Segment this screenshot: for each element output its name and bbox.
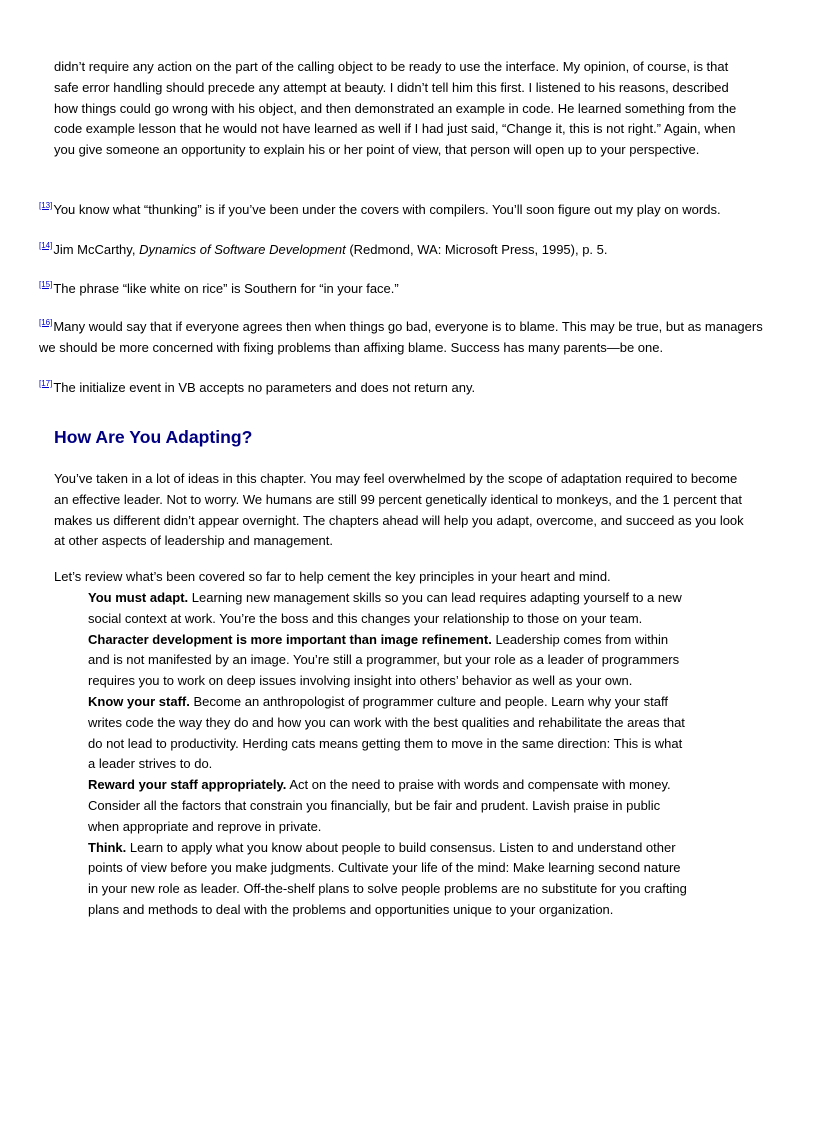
footnote-16	[39, 317, 779, 359]
principle-item	[88, 630, 688, 692]
section-intro-paragraph: You’ve taken in a lot of ideas in this chapter. You may feel overwhelmed by the scope of adaptation required to become an effective leader. Not to worry. We humans are still 99 percent genetically identical to monkeys, and the 1 percent that makes us different didn’t appear overnight. The chapters ahead will help you adapt, overcome, and succeed as you look at other aspects of leadership and management.	[54, 471, 744, 549]
principle-title: Reward your staff appropriately.	[88, 777, 287, 793]
footnote-13-text: You know what “thunking” is if you’ve been under the covers with compilers. You’ll soon figure out my play on words.	[53, 202, 721, 217]
principle-item	[88, 775, 688, 837]
footnote-14-text-after: (Redmond, WA: Microsoft Press, 1995), p. 5.	[345, 242, 608, 257]
footnote-14-text-before: Jim McCarthy,	[53, 242, 140, 257]
footnote-15-marker[interactable]: [15]	[39, 280, 53, 289]
principle-body: Learning new management skills so you can lead requires adapting yourself to a new social context at work. You’re the boss and this changes your relationship to those on your team.	[88, 590, 682, 626]
principle-body: Leadership comes from within and is not manifested by an image. You’re still a programmer, but your role as a leader of programmers requires you to work on deep issues involving insight into others’ behavior as well as your own.	[88, 631, 680, 689]
footnote-16-marker[interactable]: [16]	[39, 318, 53, 327]
principle-body: Become an anthropologist of programmer culture and people. Learn why your staff writes code the way they do and how you can work with the best qualities and rehabilitate the areas that do not lead to productivity. Herding cats means getting them to move in the same direction: This is what a leader strives to do.	[88, 693, 685, 772]
footnote-15	[39, 279, 779, 300]
footnote-15-text: The phrase “like white on rice” is Southern for “in your face.”	[53, 281, 399, 296]
principle-title: Think.	[88, 839, 127, 855]
footnote-17	[39, 378, 779, 399]
principle-title: Character development is more important than image refinement.	[88, 631, 492, 647]
principle-title: Know your staff.	[88, 693, 190, 709]
principle-item	[88, 588, 688, 630]
principles-list	[88, 588, 688, 921]
footnote-13-marker[interactable]: [13]	[39, 201, 53, 210]
principle-item	[88, 692, 688, 775]
principle-body: Act on the need to praise with words and compensate with money. Consider all the factors that constrain you financially, but be fair and prudent. Lavish praise in public when appropriate and reprove in private.	[88, 777, 671, 834]
principle-body: Learn to apply what you know about people to build consensus. Listen to and understand other points of view before you make judgments. Cultivate your life of the mind: Make learning second nature in your new role as leader. Off-the-shelf plans to solve people problems are no substitute for you crafting plans and methods to deal with the problems and opportunities unique to your organization.	[88, 839, 687, 917]
footnote-14-marker[interactable]: [14]	[39, 241, 53, 250]
footnote-17-marker[interactable]: [17]	[39, 379, 53, 388]
footnote-16-text: Many would say that if everyone agrees then when things go bad, everyone is to blame. This may be true, but as managers we should be more concerned with fixing problems than affixing blame. Success has many parents—be one.	[39, 319, 763, 355]
carryover-paragraph: didn’t require any action on the part of the calling object to be ready to use the interface. My opinion, of course, is that safe error handling should precede any attempt at beauty. I didn’t tell him this first. I listened to his reasons, described how things could go wrong with his object, and then demonstrated an example in code. He learned something from the code example lesson that he would not have learned as well if I had just said, “Change it, this is not right.” Again, when you give someone an opportunity to explain his or her point of view, that person will open up to your perspective.	[54, 59, 737, 158]
principle-title: You must adapt.	[88, 590, 189, 605]
footnote-14-book-title: Dynamics of Software Development	[139, 242, 346, 257]
review-lead-paragraph: Let’s review what’s been covered so far to help cement the key principles in your heart and mind.	[54, 569, 611, 584]
footnote-14	[39, 240, 779, 261]
section-heading: How Are You Adapting?	[54, 427, 253, 447]
footnote-13	[39, 200, 779, 221]
principle-item	[88, 838, 688, 921]
footnote-17-text: The initialize event in VB accepts no parameters and does not return any.	[53, 380, 476, 395]
